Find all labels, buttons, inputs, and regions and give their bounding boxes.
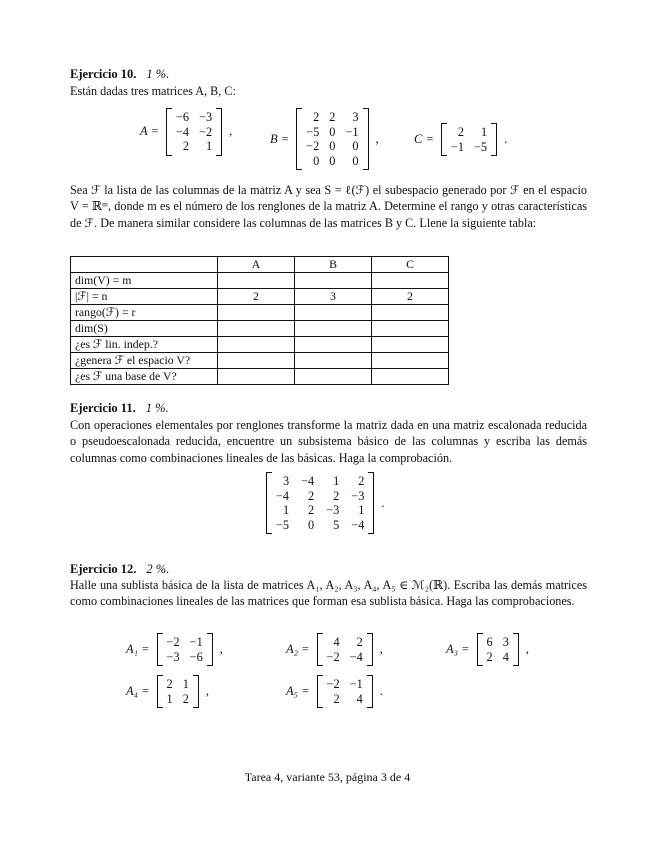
page-footer: Tarea 4, variante 53, página 3 de 4 xyxy=(244,770,411,784)
matrix-entry: 3 xyxy=(502,635,509,649)
table-cell: rango(ℱ) = r xyxy=(71,305,218,321)
matrix-a2 xyxy=(317,633,373,666)
table-cell xyxy=(218,305,295,321)
matrix-entry: −5 xyxy=(474,139,488,154)
table-header-cell xyxy=(71,257,218,273)
table-cell xyxy=(372,353,449,369)
matrix-a1 xyxy=(157,633,213,666)
table-cell xyxy=(218,369,295,385)
table-header-cell: C xyxy=(372,257,449,273)
properties-table xyxy=(70,256,449,385)
table-cell xyxy=(372,273,449,289)
table-cell: dim(V) = m xyxy=(71,273,218,289)
matrix-entry: 2 xyxy=(457,125,464,139)
table-header-cell: B xyxy=(295,257,372,273)
exercise-11-heading xyxy=(70,401,169,416)
exercise-10-percent: 1 %. xyxy=(146,67,170,81)
matrix-a3-label: A₃ = xyxy=(446,642,470,657)
table-cell: 2 xyxy=(218,289,295,305)
matrix-entry: −1 xyxy=(345,124,359,139)
matrix-entry: −1 xyxy=(189,635,203,649)
matrix-11 xyxy=(266,472,374,534)
matrix-entry: −1 xyxy=(349,677,363,691)
table-cell: ¿es ℱ lin. indep.? xyxy=(71,337,218,353)
table-row xyxy=(71,337,449,353)
matrix-entry: 2 xyxy=(486,649,493,664)
matrix-a1-block xyxy=(126,633,223,666)
table-cell xyxy=(295,369,372,385)
matrix-entry: −3 xyxy=(166,649,180,664)
matrix-entry: 1 xyxy=(333,474,340,488)
matrix-entry: 2 xyxy=(333,488,340,503)
matrix-entry: 1 xyxy=(480,125,488,139)
matrix-entry: 3 xyxy=(352,110,359,124)
matrix-entry: −2 xyxy=(326,677,340,691)
table-row xyxy=(71,369,449,385)
matrix-a3-block xyxy=(446,633,529,666)
matrix-11-block xyxy=(263,472,385,534)
table-cell: ¿es ℱ una base de V? xyxy=(71,369,218,385)
matrix-11-punct: . xyxy=(381,495,385,510)
matrix-a4-label: A₄ = xyxy=(126,684,150,699)
matrix-entry: −5 xyxy=(276,517,290,532)
matrix-c-label: C = xyxy=(414,132,434,147)
matrix-c-punct: . xyxy=(504,132,508,147)
matrix-entries xyxy=(172,108,216,156)
table-cell: ¿genera ℱ el espacio V? xyxy=(71,353,218,369)
matrix-b-punct: , xyxy=(375,131,379,146)
matrix-entries xyxy=(163,675,193,708)
exercise-11-text: Con operaciones elementales por renglones transforme la matriz dada en una matriz escalonada reducida o pseudoescalonada reducida, encuentre un subsistema básico de las columnas y escriba las demás columnas como combinaciones lineales de las básicas. Haga la comprobación. xyxy=(70,418,587,465)
exercise-10-text: Sea ℱ la lista de las columnas de la matriz A y sea S = ℓ(ℱ) el subespacio generado por ℱ en el espacio V = ℝᵐ, donde m es el número de los renglones de la matriz A. Determine el rango y otras características de ℱ. De manera similar considere las columnas de las matrices B y C. Llene la siguiente tabla: xyxy=(70,183,587,230)
matrix-entry: 6 xyxy=(486,635,493,649)
matrix-a-label: A = xyxy=(140,124,159,139)
matrix-entry: −4 xyxy=(175,124,190,139)
exercise-12-heading xyxy=(70,562,169,577)
matrix-entry: −4 xyxy=(349,649,363,664)
table-cell: 3 xyxy=(295,289,372,305)
matrix-a1-label: A₁ = xyxy=(126,642,150,657)
matrix-entry: 0 xyxy=(329,124,336,139)
table-cell xyxy=(218,337,295,353)
matrix-entry: 2 xyxy=(308,488,315,503)
matrix-entry: 1 xyxy=(206,139,213,154)
matrix-a4-punct: , xyxy=(205,684,209,699)
matrix-entry: 2 xyxy=(308,503,315,518)
matrix-entry: 2 xyxy=(166,677,173,691)
matrix-a2-block xyxy=(286,633,383,666)
table-header-row xyxy=(71,257,449,273)
exercise-10-intro: Están dadas tres matrices A, B, C: xyxy=(70,84,236,98)
matrix-entry: −4 xyxy=(301,474,315,488)
matrix-entry: 2 xyxy=(358,474,365,488)
matrix-entry: 2 xyxy=(329,110,336,124)
matrix-a3-punct: , xyxy=(525,642,529,657)
matrix-entries xyxy=(163,633,207,666)
exercise-12-text: Halle una sublista básica de la lista de matrices A₁, A₂, A₃, A₄, A₅ ∈ ℳ₂(ℝ). Escriba las demás matrices como combinaciones lineales de las matrices que forman esa sublista básica. Haga las comprobaciones. xyxy=(70,578,587,609)
matrix-a-block xyxy=(140,108,232,156)
matrix-c xyxy=(441,123,497,156)
matrix-entry: 2 xyxy=(313,110,320,124)
matrix-entry: −1 xyxy=(450,139,464,154)
matrix-b xyxy=(296,108,368,170)
matrix-a1-punct: , xyxy=(219,642,223,657)
table-cell: 2 xyxy=(372,289,449,305)
matrix-a5-block xyxy=(286,675,383,708)
matrix-entry: 4 xyxy=(356,691,363,706)
matrix-a5-punct: . xyxy=(379,684,383,699)
table-cell xyxy=(295,337,372,353)
matrix-entry: 1 xyxy=(282,503,290,518)
matrix-entry: 2 xyxy=(182,139,190,154)
matrix-a4 xyxy=(157,675,199,708)
table-row xyxy=(71,273,449,289)
matrix-entry: −2 xyxy=(326,649,340,664)
table-cell xyxy=(218,273,295,289)
matrix-entry: 1 xyxy=(166,691,173,706)
matrix-entry: 0 xyxy=(313,153,320,168)
matrix-entry: −2 xyxy=(166,635,180,649)
matrix-entry: −3 xyxy=(326,503,340,518)
matrix-c-block xyxy=(414,123,507,156)
exercise-10-heading xyxy=(70,67,169,82)
matrix-b-label: B = xyxy=(270,131,290,146)
matrix-entry: −2 xyxy=(199,124,213,139)
table-cell xyxy=(295,353,372,369)
matrix-entry: 0 xyxy=(352,139,359,154)
matrix-a xyxy=(166,108,222,156)
matrix-entries xyxy=(483,633,513,666)
matrix-a2-label: A₂ = xyxy=(286,642,310,657)
matrix-a5 xyxy=(317,675,373,708)
exercise-12-title: Ejercicio 12. xyxy=(70,562,137,576)
matrix-entry: 0 xyxy=(352,153,359,168)
table-cell xyxy=(372,337,449,353)
matrix-entry: −2 xyxy=(306,139,320,154)
matrix-entry: 0 xyxy=(308,517,315,532)
matrix-entry: 3 xyxy=(282,474,290,488)
matrix-a3 xyxy=(477,633,519,666)
matrix-entries xyxy=(302,108,362,170)
table-cell xyxy=(218,321,295,337)
table-cell xyxy=(295,305,372,321)
matrix-a4-block xyxy=(126,675,209,708)
matrix-entry: 2 xyxy=(356,635,363,649)
matrix-entry: −3 xyxy=(351,488,365,503)
table-header-cell: A xyxy=(218,257,295,273)
matrix-entry: −4 xyxy=(351,517,365,532)
exercise-10-title: Ejercicio 10. xyxy=(70,67,137,81)
matrix-a2-punct: , xyxy=(379,642,383,657)
matrix-entries xyxy=(272,472,368,534)
matrix-entries xyxy=(447,123,491,156)
table-row xyxy=(71,353,449,369)
matrix-entry: 4 xyxy=(333,635,340,649)
matrix-entry: −3 xyxy=(199,110,213,124)
matrix-entry: 0 xyxy=(329,153,336,168)
matrix-a-punct: , xyxy=(229,124,233,139)
matrix-entries xyxy=(323,675,367,708)
matrix-entries xyxy=(323,633,367,666)
table-cell xyxy=(295,321,372,337)
matrix-entry: −6 xyxy=(175,110,190,124)
matrix-entry: 4 xyxy=(502,649,509,664)
table-row xyxy=(71,305,449,321)
table-row xyxy=(71,289,449,305)
table-cell xyxy=(218,353,295,369)
matrix-entry: −6 xyxy=(189,649,203,664)
exercise-11-title: Ejercicio 11. xyxy=(70,401,136,415)
table-row xyxy=(71,321,449,337)
matrix-entry: 0 xyxy=(329,139,336,154)
table-cell: dim(S) xyxy=(71,321,218,337)
table-cell xyxy=(372,369,449,385)
matrix-entry: −5 xyxy=(306,124,320,139)
matrix-a5-label: A₅ = xyxy=(286,684,310,699)
table-cell xyxy=(372,305,449,321)
table-cell xyxy=(372,321,449,337)
matrix-entry: 5 xyxy=(333,517,340,532)
matrix-entry: 1 xyxy=(182,677,189,691)
table-cell: |ℱ| = n xyxy=(71,289,218,305)
table-cell xyxy=(295,273,372,289)
matrix-entry: −4 xyxy=(276,488,290,503)
matrix-b-block xyxy=(270,108,379,170)
matrix-entry: 1 xyxy=(358,503,365,518)
exercise-12-percent: 2 %. xyxy=(146,562,170,576)
exercise-11-percent: 1 %. xyxy=(145,401,169,415)
matrix-entry: 2 xyxy=(333,691,340,706)
matrix-entry: 2 xyxy=(182,691,189,706)
